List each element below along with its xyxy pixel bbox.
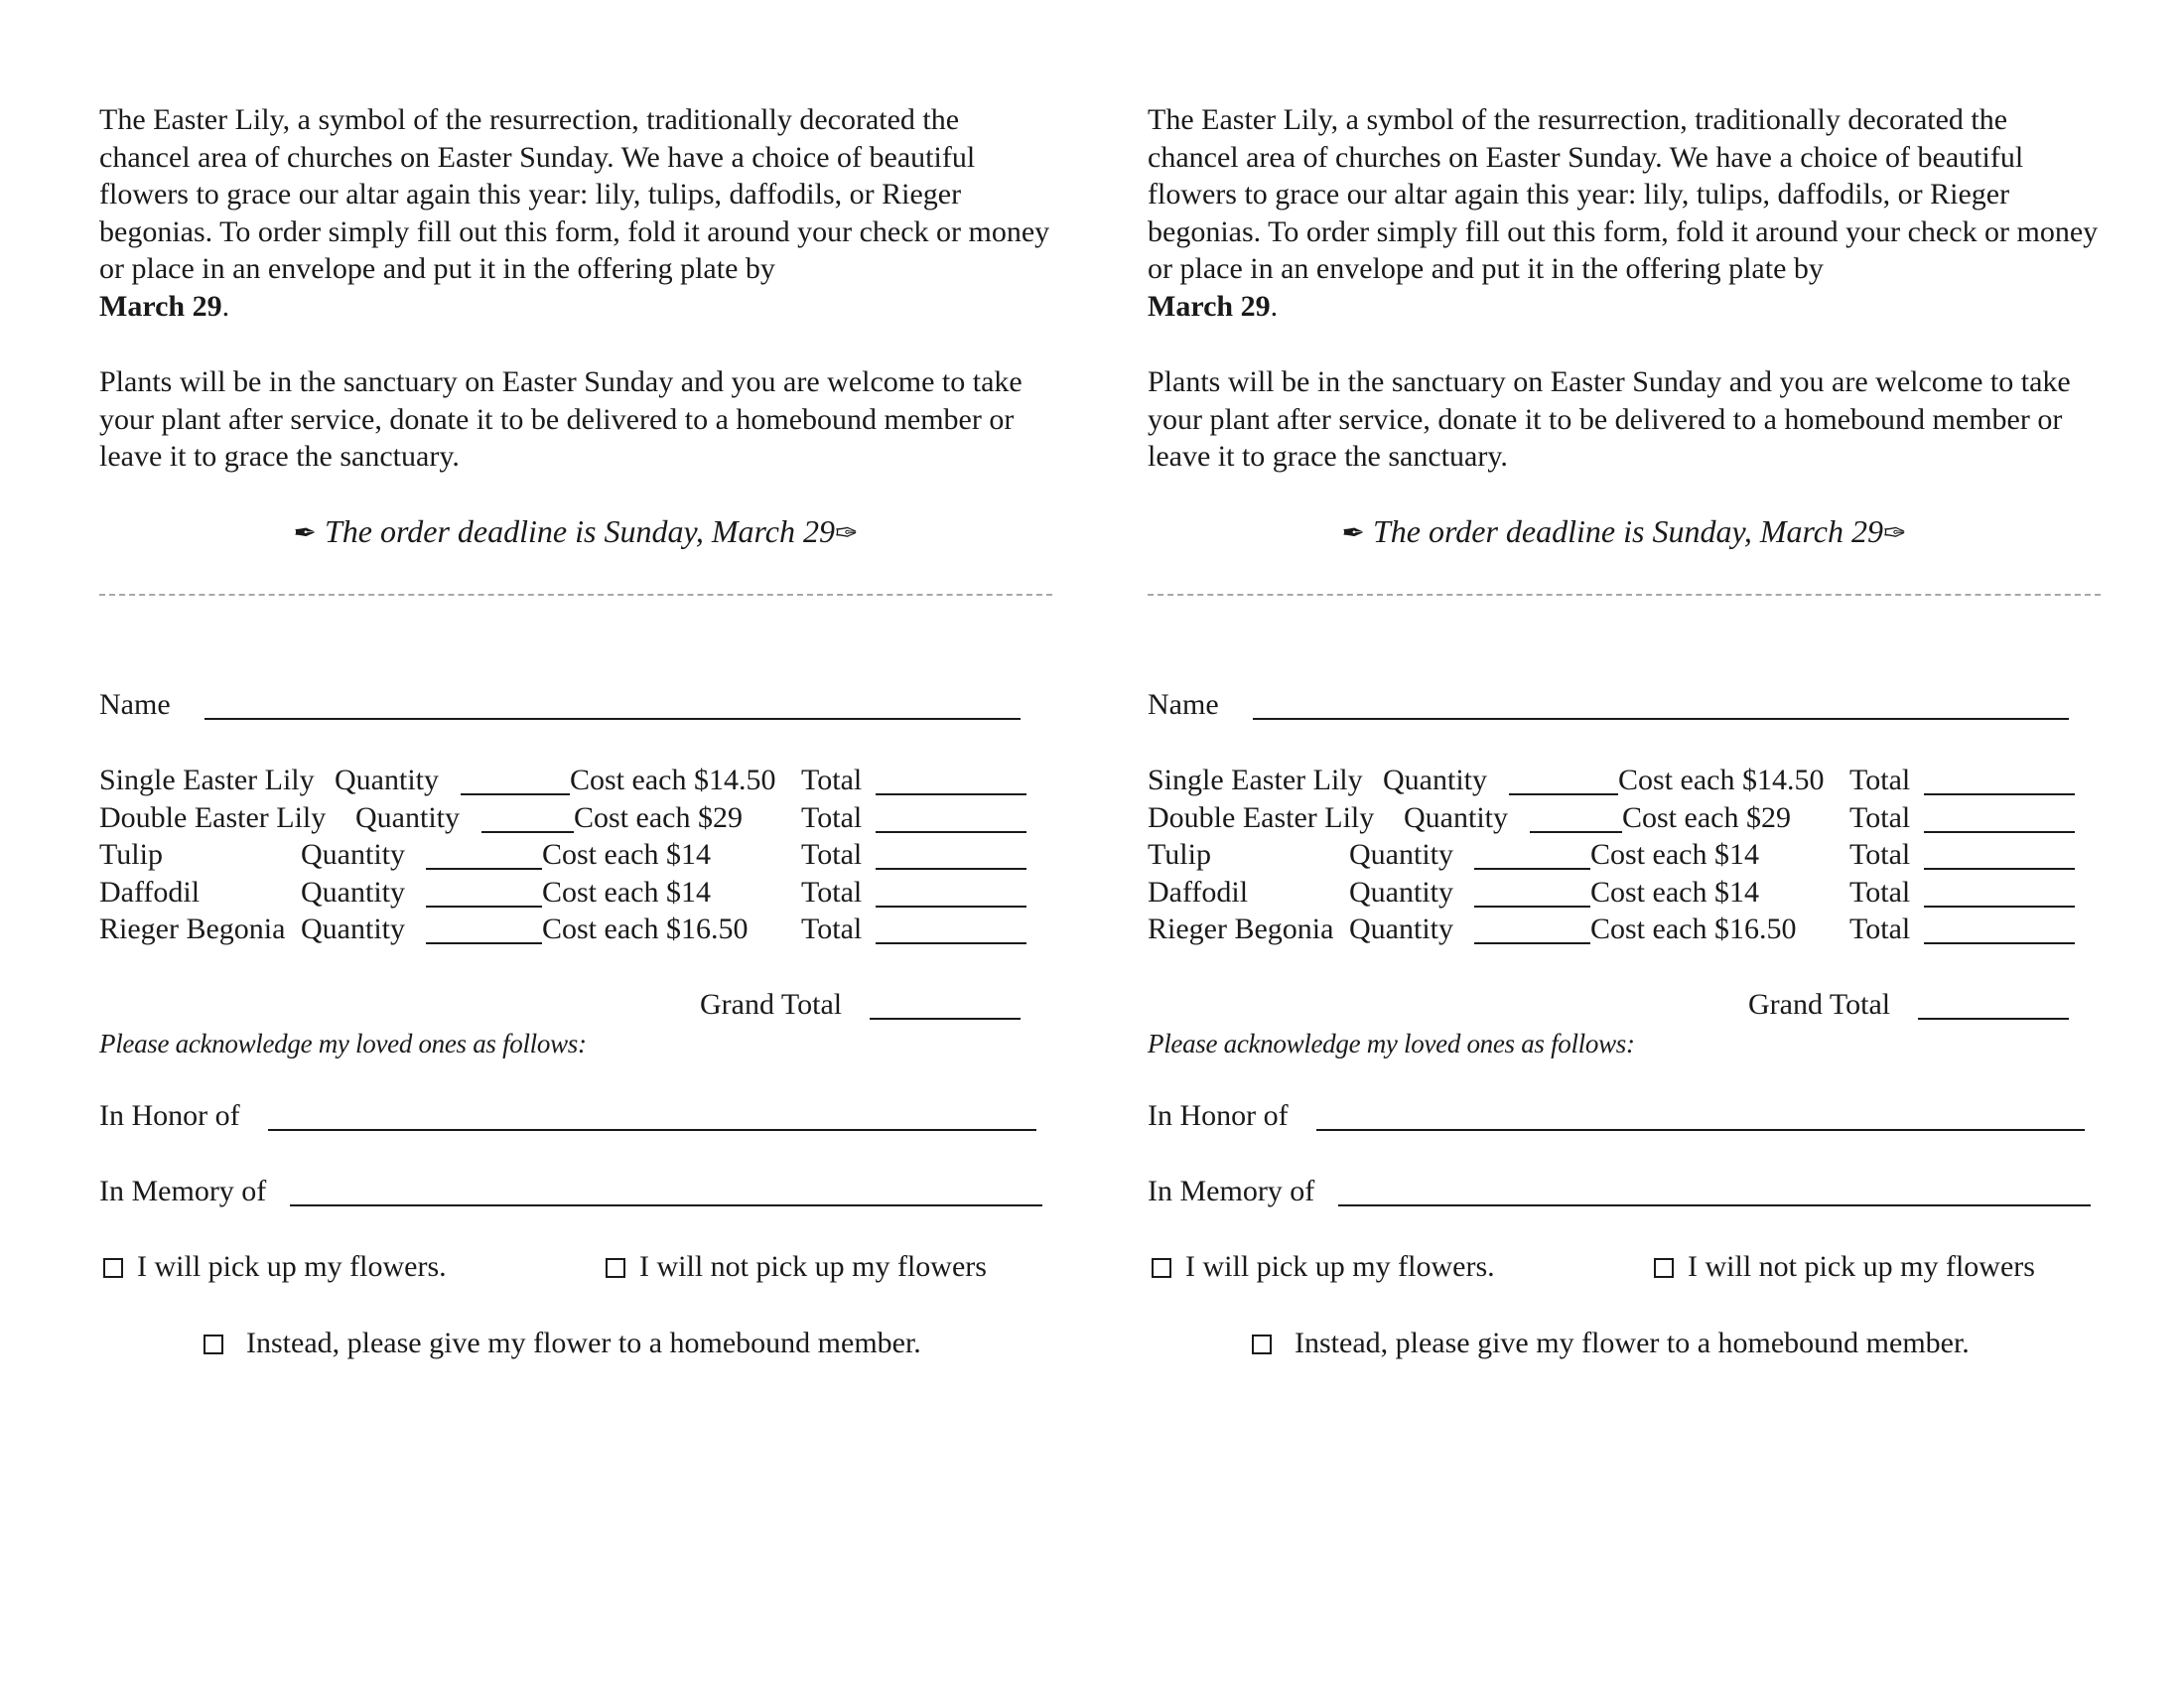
total-label: Total: [801, 801, 863, 834]
total-field[interactable]: [876, 831, 1026, 833]
no-pickup-label: I will not pick up my flowers: [639, 1250, 987, 1283]
memory-label: In Memory of: [99, 1175, 267, 1207]
total-label: Total: [1849, 876, 1911, 909]
item-name: Tulip: [1148, 838, 1211, 871]
total-label: Total: [801, 913, 863, 945]
total-field[interactable]: [876, 942, 1026, 944]
quantity-field[interactable]: [426, 868, 542, 870]
deadline-date: March 29: [1148, 289, 1271, 323]
quantity-field[interactable]: [426, 942, 542, 944]
total-label: Total: [801, 876, 863, 909]
name-field[interactable]: [205, 718, 1021, 720]
item-name: Rieger Begonia: [1148, 913, 1334, 945]
grand-total-label: Grand Total: [700, 988, 843, 1021]
quantity-field[interactable]: [1474, 906, 1590, 908]
total-field[interactable]: [1924, 793, 2075, 795]
deadline-banner: [99, 511, 1052, 554]
left-ornament-icon: ✒: [293, 518, 317, 549]
item-cost: Cost each $14: [542, 838, 711, 871]
item-name: Tulip: [99, 838, 163, 871]
no-pickup-checkbox[interactable]: [606, 1258, 625, 1278]
homebound-label: Instead, please give my flower to a homebound member.: [1295, 1327, 1970, 1359]
quantity-label: Quantity: [301, 876, 405, 909]
quantity-field[interactable]: [1509, 793, 1618, 795]
grand-total-field[interactable]: [1918, 1018, 2069, 1020]
right-ornament-icon: ✑: [1883, 518, 1907, 549]
quantity-label: Quantity: [335, 764, 439, 796]
item-cost: Cost each $14.50: [1618, 764, 1825, 796]
deadline-text: The order deadline is Sunday, March 29: [324, 513, 835, 549]
total-label: Total: [1849, 913, 1911, 945]
right-ornament-icon: ✑: [835, 518, 859, 549]
left-ornament-icon: ✒: [1341, 518, 1365, 549]
order-form-right: [1148, 0, 2101, 1688]
honor-label: In Honor of: [1148, 1099, 1289, 1132]
pickup-checkbox[interactable]: [1152, 1258, 1171, 1278]
grand-total-label: Grand Total: [1748, 988, 1891, 1021]
acknowledge-note: Please acknowledge my loved ones as follows:: [99, 1029, 587, 1058]
name-field[interactable]: [1253, 718, 2069, 720]
item-name: Single Easter Lily: [1148, 764, 1363, 796]
total-label: Total: [1849, 764, 1911, 796]
quantity-label: Quantity: [1349, 876, 1453, 909]
item-cost: Cost each $29: [1622, 801, 1791, 834]
total-field[interactable]: [876, 793, 1026, 795]
item-cost: Cost each $16.50: [1590, 913, 1797, 945]
honor-field[interactable]: [268, 1129, 1036, 1131]
quantity-field[interactable]: [1530, 831, 1622, 833]
memory-field[interactable]: [1338, 1204, 2091, 1206]
total-field[interactable]: [1924, 868, 2075, 870]
intro-period: .: [1270, 289, 1279, 323]
total-label: Total: [801, 838, 863, 871]
item-name: Daffodil: [99, 876, 201, 909]
quantity-label: Quantity: [301, 838, 405, 871]
quantity-label: Quantity: [1349, 838, 1453, 871]
item-name: Daffodil: [1148, 876, 1249, 909]
name-label: Name: [1148, 688, 1219, 721]
item-cost: Cost each $16.50: [542, 913, 749, 945]
grand-total-field[interactable]: [870, 1018, 1021, 1020]
total-field[interactable]: [1924, 831, 2075, 833]
pickup-paragraph: Plants will be in the sanctuary on Easter Sunday and you are welcome to take your plant after service, donate it to be delivered to a homebound member or leave it to grace the sanctuary.: [99, 365, 1023, 473]
deadline-date: March 29: [99, 289, 222, 323]
item-name: Single Easter Lily: [99, 764, 315, 796]
pickup-checkbox[interactable]: [103, 1258, 123, 1278]
acknowledge-note: Please acknowledge my loved ones as follows:: [1148, 1029, 1635, 1058]
deadline-text: The order deadline is Sunday, March 29: [1372, 513, 1883, 549]
quantity-label: Quantity: [355, 801, 460, 834]
deadline-banner: [1148, 511, 2101, 554]
homebound-checkbox[interactable]: [1252, 1335, 1272, 1354]
memory-label: In Memory of: [1148, 1175, 1315, 1207]
homebound-label: Instead, please give my flower to a homebound member.: [246, 1327, 921, 1359]
total-field[interactable]: [876, 868, 1026, 870]
total-field[interactable]: [1924, 906, 2075, 908]
quantity-label: Quantity: [301, 913, 405, 945]
no-pickup-checkbox[interactable]: [1654, 1258, 1674, 1278]
quantity-label: Quantity: [1404, 801, 1508, 834]
pickup-label: I will pick up my flowers.: [1185, 1250, 1495, 1283]
item-name: Double Easter Lily: [1148, 801, 1375, 834]
name-label: Name: [99, 688, 171, 721]
pickup-label: I will pick up my flowers.: [137, 1250, 447, 1283]
item-cost: Cost each $29: [574, 801, 743, 834]
cut-line: [99, 594, 1052, 596]
homebound-checkbox[interactable]: [204, 1335, 223, 1354]
total-field[interactable]: [1924, 942, 2075, 944]
item-name: Double Easter Lily: [99, 801, 327, 834]
quantity-field[interactable]: [1474, 942, 1590, 944]
quantity-field[interactable]: [481, 831, 574, 833]
total-label: Total: [1849, 801, 1911, 834]
item-name: Rieger Begonia: [99, 913, 286, 945]
honor-label: In Honor of: [99, 1099, 240, 1132]
intro-text: The Easter Lily, a symbol of the resurrection, traditionally decorated the chancel area of churches on Easter Sunday. We have a choice of beautiful flowers to grace our altar again this year: lily, tulips, daffodils, or Rieger begonias. To order simply fill out this form, fold it around your check or money or place in an envelope and put it in the offering plate by: [1148, 103, 2099, 285]
total-label: Total: [1849, 838, 1911, 871]
intro-period: .: [221, 289, 230, 323]
intro-paragraph: [99, 101, 1052, 325]
no-pickup-label: I will not pick up my flowers: [1688, 1250, 2035, 1283]
item-cost: Cost each $14: [542, 876, 711, 909]
item-cost: Cost each $14: [1590, 876, 1759, 909]
pickup-paragraph: Plants will be in the sanctuary on Easter Sunday and you are welcome to take your plant after service, donate it to be delivered to a homebound member or leave it to grace the sanctuary.: [1148, 365, 2071, 473]
order-form-left: [99, 0, 1052, 1688]
quantity-field[interactable]: [1474, 868, 1590, 870]
intro-paragraph: [1148, 101, 2101, 325]
item-cost: Cost each $14.50: [570, 764, 776, 796]
total-field[interactable]: [876, 906, 1026, 908]
quantity-label: Quantity: [1383, 764, 1487, 796]
cut-line: [1148, 594, 2101, 596]
total-label: Total: [801, 764, 863, 796]
quantity-label: Quantity: [1349, 913, 1453, 945]
intro-text: The Easter Lily, a symbol of the resurrection, traditionally decorated the chancel area of churches on Easter Sunday. We have a choice of beautiful flowers to grace our altar again this year: lily, tulips, daffodils, or Rieger begonias. To order simply fill out this form, fold it around your check or money or place in an envelope and put it in the offering plate by: [99, 103, 1050, 285]
quantity-field[interactable]: [426, 906, 542, 908]
quantity-field[interactable]: [461, 793, 570, 795]
memory-field[interactable]: [290, 1204, 1042, 1206]
honor-field[interactable]: [1316, 1129, 2085, 1131]
item-cost: Cost each $14: [1590, 838, 1759, 871]
